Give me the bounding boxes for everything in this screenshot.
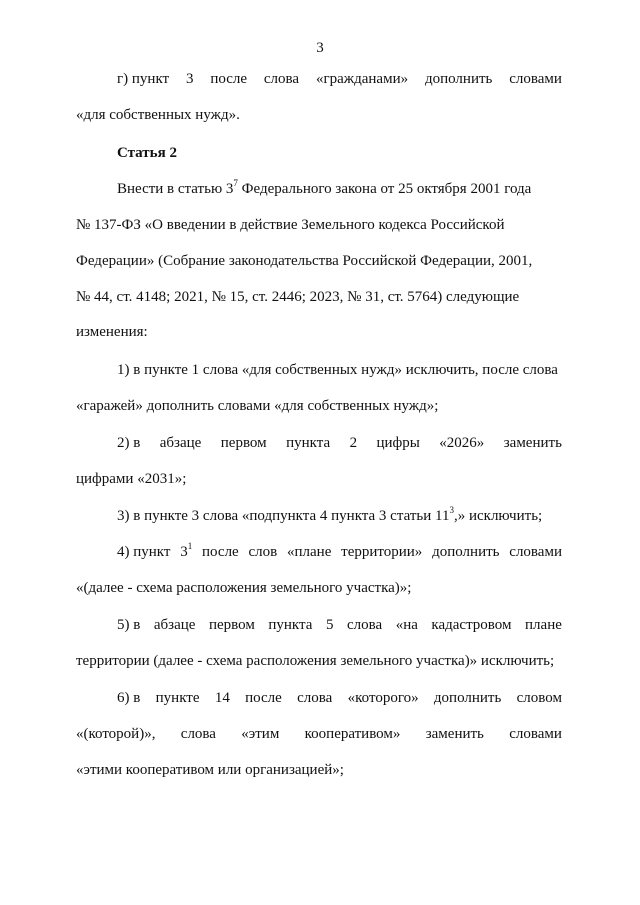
word: дополнить: [433, 690, 502, 706]
word: «(которой)»,: [76, 726, 156, 742]
word: после: [245, 690, 282, 706]
word: 2: [349, 435, 358, 451]
page-number: 3: [316, 40, 324, 56]
word-base: 3: [180, 544, 188, 560]
word: дополнить: [424, 71, 493, 87]
word: г) пункт: [117, 71, 170, 87]
paragraph-g-line-2: «для собственных нужд».: [76, 107, 240, 123]
word: первом: [220, 435, 267, 451]
item-1-line-2: «гаражей» дополнить словами «для собственных нужд»;: [76, 398, 439, 414]
word: абзаце: [159, 435, 202, 451]
intro-line-3: Федерации» (Собрание законодательства Российской Федерации, 2001,: [76, 253, 533, 269]
word: [180, 543, 192, 561]
word: слов: [248, 544, 278, 560]
word: 3: [185, 71, 194, 87]
word: словами: [509, 71, 562, 87]
word: плане: [525, 617, 562, 633]
word: 6) в: [117, 690, 141, 706]
intro-text: Федерального закона от 25 октября 2001 года: [237, 181, 532, 197]
item-3-text: 3) в пункте 3 слова «подпункта 4 пункта 3 статьи 11: [117, 508, 450, 524]
word: слова: [297, 690, 333, 706]
item-5-line-1: [117, 616, 562, 634]
word: 5: [325, 617, 334, 633]
item-4-line-1: [117, 543, 562, 561]
word: слова: [180, 726, 216, 742]
intro-text: Внести в статью 3: [117, 181, 234, 197]
superscript: 1: [187, 541, 193, 551]
word: после: [210, 71, 248, 87]
word: территории»: [341, 544, 423, 560]
word: 4) пункт: [117, 544, 171, 560]
superscript: 3: [449, 505, 454, 515]
intro-line-1: [117, 180, 562, 198]
word: заменить: [503, 435, 562, 451]
word: 14: [214, 690, 230, 706]
word: после: [202, 544, 239, 560]
item-6-line-3: «этими кооперативом или организацией»;: [76, 762, 344, 778]
intro-line-5: изменения:: [76, 324, 148, 340]
word: «2026»: [439, 435, 485, 451]
item-5-line-2: территории (далее - схема расположения земельного участка)» исключить;: [76, 653, 555, 669]
word: слова: [346, 617, 383, 633]
word: пункта: [268, 617, 313, 633]
word: «гражданами»: [315, 71, 409, 87]
item-6-line-2: [76, 725, 562, 743]
word: 5) в: [117, 617, 141, 633]
item-3-text: ,» исключить;: [453, 508, 543, 524]
word: 2) в: [117, 435, 141, 451]
word: словом: [516, 690, 562, 706]
word: первом: [208, 617, 255, 633]
intro-line-2: № 137-ФЗ «О введении в действие Земельного кодекса Российской: [76, 217, 505, 233]
word: заменить: [425, 726, 484, 742]
item-3-line: [117, 507, 562, 525]
word: пункте: [155, 690, 200, 706]
word: абзаце: [153, 617, 196, 633]
word: «плане: [287, 544, 332, 560]
item-6-line-1: [117, 689, 562, 707]
article-heading: Статья 2: [117, 145, 177, 161]
word: пункта: [286, 435, 331, 451]
word: «на: [395, 617, 418, 633]
word: дополнить: [432, 544, 500, 560]
item-2-line-2: цифрами «2031»;: [76, 471, 187, 487]
word: словами: [509, 544, 562, 560]
word: «этим: [241, 726, 280, 742]
word: кооперативом»: [304, 726, 401, 742]
word: цифры: [376, 435, 420, 451]
intro-line-4: № 44, ст. 4148; 2021, № 15, ст. 2446; 2023, № 31, ст. 5764) следующие: [76, 289, 520, 305]
item-2-line-1: [117, 434, 562, 452]
word: слова: [263, 71, 300, 87]
word: словами: [509, 726, 562, 742]
superscript: 7: [233, 178, 238, 188]
item-4-line-2: «(далее - схема расположения земельного участка)»;: [76, 580, 412, 596]
item-1-line-1: 1) в пункте 1 слова «для собственных нужд» исключить, после слова: [117, 362, 558, 378]
word: кадастровом: [431, 617, 512, 633]
paragraph-g-line-1: [117, 70, 562, 88]
word: «которого»: [347, 690, 419, 706]
